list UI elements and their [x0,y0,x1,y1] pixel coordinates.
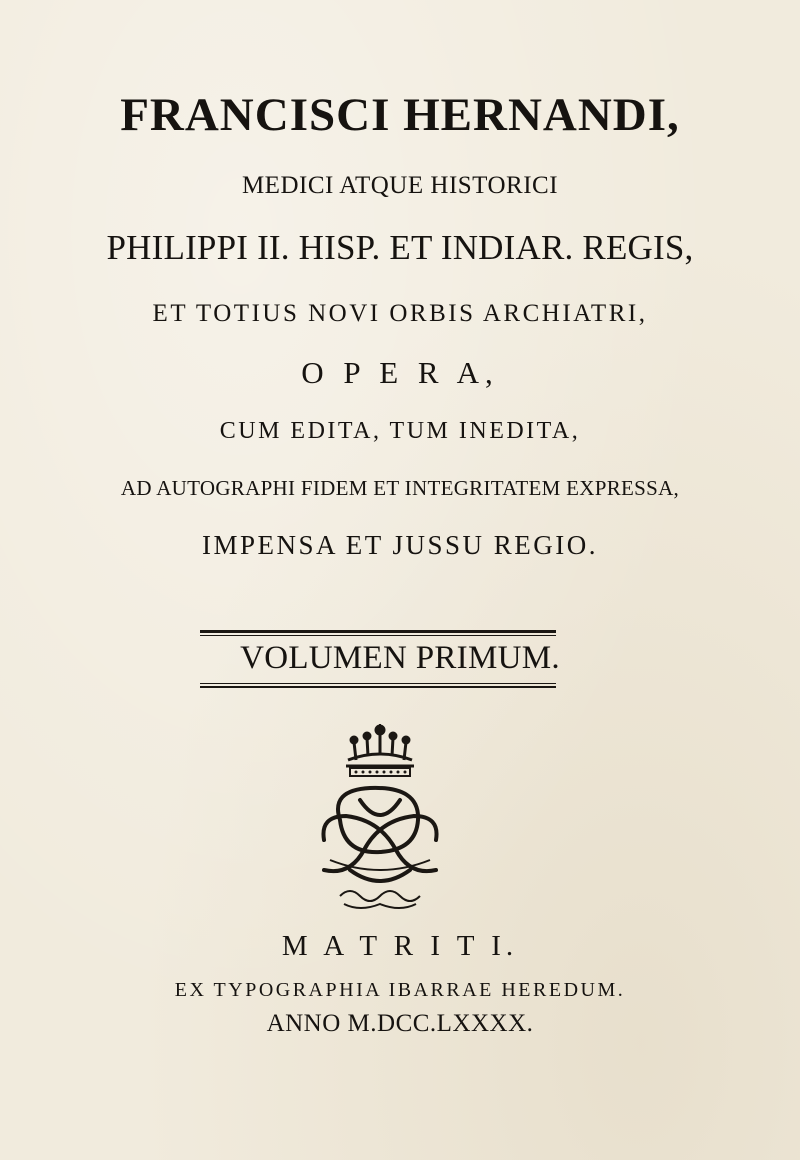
sponsorship-line: IMPENSA ET JUSSU REGIO. [201,530,599,560]
imprint-year: ANNO M.DCC.LXXXX. [266,1010,534,1037]
volume-rule-bottom [200,686,556,688]
role-line: ET TOTIUS NOVI ORBIS ARCHIATRI, [152,300,648,327]
volume-rule-top-thin [200,635,556,636]
work-title: O P E R A, [301,355,499,390]
author-profession: MEDICI ATQUE HISTORICI [241,172,559,199]
imprint-printer: EX TYPOGRAPHIA IBARRAE HEREDUM. [174,979,626,1001]
imprint-city: M A T R I T I. [281,930,519,962]
volume-rule-bottom-thin [200,683,556,684]
royal-monogram-crest-icon [300,720,460,920]
volume-label: VOLUMEN PRIMUM. [240,640,560,676]
edition-status: CUM EDITA, TUM INEDITA, [219,418,581,444]
patron-line: PHILIPPI II. HISP. ET INDIAR. REGIS, [106,228,694,267]
volume-rule-top [200,630,556,633]
fidelity-line: AD AUTOGRAPHI FIDEM ET INTEGRITATEM EXPRESSA, [120,476,680,500]
author-name: FRANCISCI HERNANDI, [120,89,680,141]
